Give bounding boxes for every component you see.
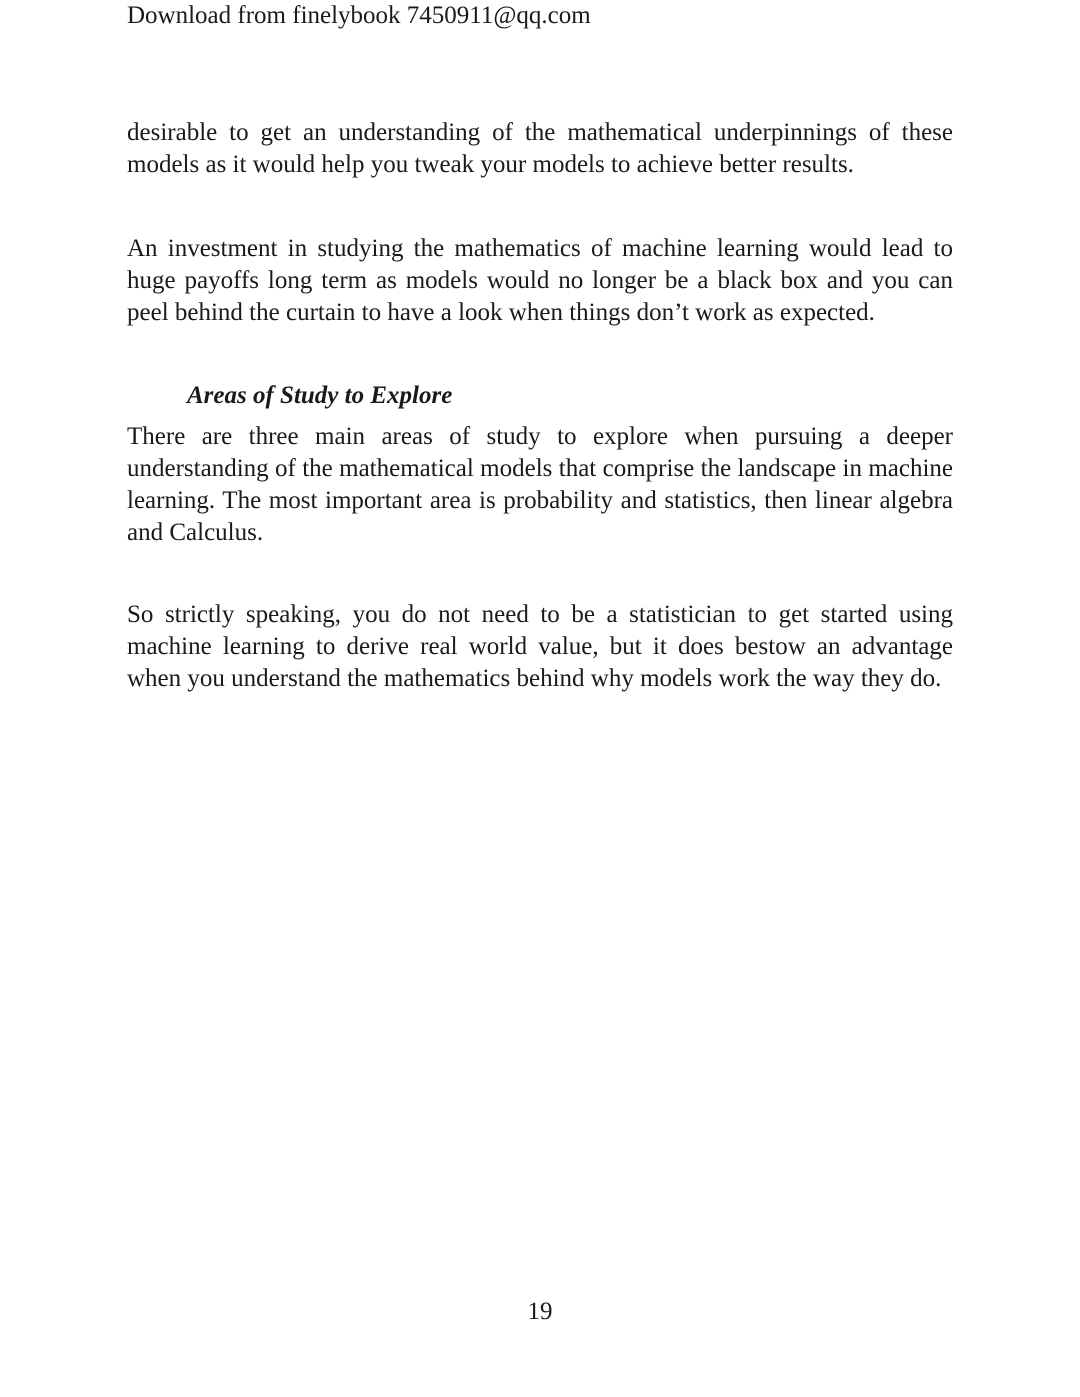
section-heading: Areas of Study to Explore bbox=[187, 382, 453, 409]
paragraph-areas-of-study bbox=[127, 421, 953, 549]
paragraph-continuation bbox=[127, 117, 953, 181]
paragraph-text: So strictly speaking, you do not need to be a statistician to get started using machine learning to derive real world value, but it does bestow an advantage when you understand the mathematics behind why models work the way they do. bbox=[127, 601, 953, 692]
page-number: 19 bbox=[527, 1298, 553, 1325]
paragraph-text: An investment in studying the mathematics of machine learning would lead to huge payoffs long term as models would no longer be a black box and you can peel behind the curtain to have a look when things don’t work as expected. bbox=[127, 235, 953, 326]
paragraph-text: desirable to get an understanding of the mathematical underpinnings of these models as it would help you tweak your models to achieve better results. bbox=[127, 119, 953, 178]
paragraph-investment bbox=[127, 233, 953, 329]
paragraph-text: There are three main areas of study to explore when pursuing a deeper understanding of the mathematical models that comprise the landscape in machine learning. The most important area is probability and statistics, then linear algebra and Calculus. bbox=[127, 423, 953, 546]
download-notice: Download from finelybook 7450911@qq.com bbox=[127, 2, 591, 29]
paragraph-strictly-speaking bbox=[127, 599, 953, 695]
